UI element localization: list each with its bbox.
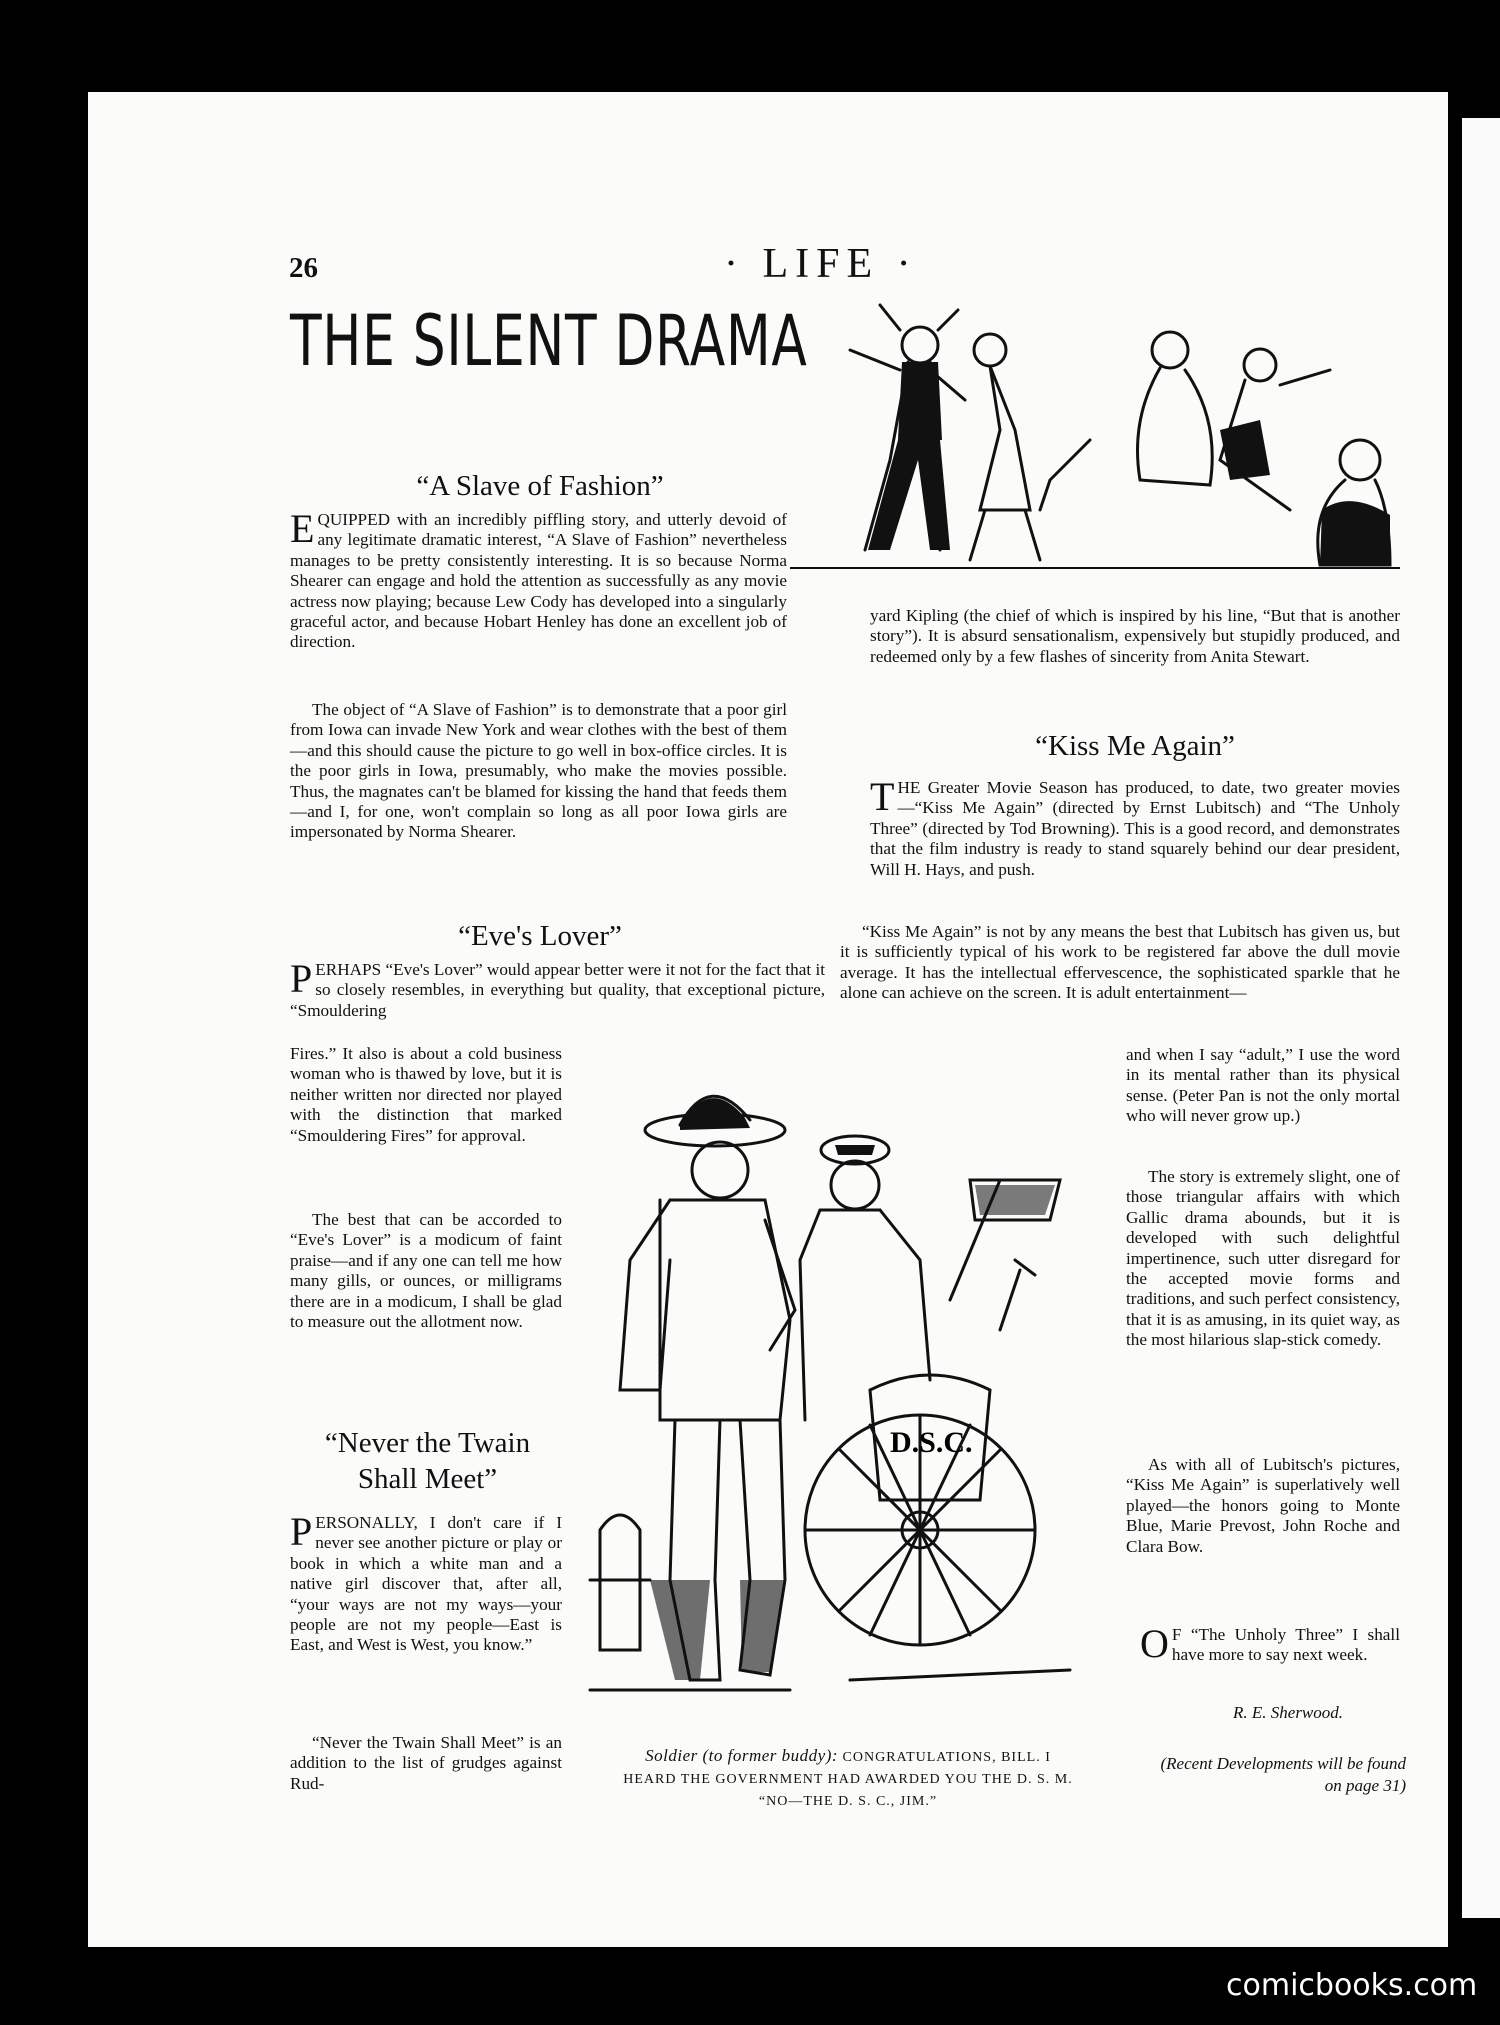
review-kiss-p1: THE Greater Movie Season has produced, to date, two greater movies—“Kiss Me Again” (directed by Ernst Lubitsch) and “The Unholy Three” (directed by Tod Browning). This is a good record, and demonstrates that the film industry is ready to stand squarely behind our dear president, Will H. Hays, and push. [870, 774, 1400, 879]
review-kiss-p2: “Kiss Me Again” is not by any means the best that Lubitsch has given us, but it is sufficiently typical of his work to be registered far above the dull movie average. It has the intellectual effervescence, the sophisticated sparkle that he alone can achieve on the screen. It is adult entertainment— [840, 922, 1400, 1003]
review-heading-eves-lover: “Eve's Lover” [458, 920, 622, 952]
drop-cap: E [290, 506, 315, 551]
review-kiss-p2-column: and when I say “adult,” I use the word in its mental rather than its physical sense. (Peter Pan is not the only mortal who will never grow up.) [1126, 1045, 1400, 1126]
watermark: comicbooks.com [1226, 1968, 1478, 2003]
review-eve-p1-column: Fires.” It also is about a cold business woman who is thawed by love, but it is neither written nor directed nor played with the distinction that marked “Smouldering Fires” for approval. [290, 1044, 562, 1145]
footnote: (Recent Developments will be found on page 31) [1160, 1754, 1406, 1795]
page-number: 26 [289, 252, 318, 284]
facing-page-edge [1462, 118, 1500, 1918]
review-heading-never-the-twain: “Never the Twain Shall Meet” [324, 1427, 531, 1495]
drop-cap: P [290, 956, 313, 1001]
review-twain-p1: PERSONALLY, I don't care if I never see another picture or play or book in which a white man and a native girl discover that, after all, “your ways are not my ways—your people are not my people—East is East, and West is West, you know.” [290, 1509, 562, 1655]
drop-cap: T [870, 774, 895, 819]
header-illustration [790, 310, 1400, 580]
review-eve-p1-top: PERHAPS “Eve's Lover” would appear better were it not for the fact that it so closely resembles, in everything but quality, that exceptional picture, “Smouldering [290, 956, 825, 1020]
caption-speaker: Soldier (to former buddy): [645, 1746, 839, 1765]
drop-cap: P [290, 1509, 313, 1554]
cart-label: D.S.C. [890, 1426, 973, 1459]
drop-cap: O [1140, 1621, 1169, 1666]
cartoon-caption: Soldier (to former buddy): CONGRATULATIONS, BILL. I HEARD THE GOVERNMENT HAD AWARDED YOU THE D. S. M. “NO—THE D. S. C., JIM.” [623, 1746, 1073, 1809]
review-twain-p2: “Never the Twain Shall Meet” is an addition to the list of grudges against Rud- [290, 1733, 562, 1793]
review-heading-slave-of-fashion: “A Slave of Fashion” [416, 470, 664, 502]
cartoon-illustration [590, 1060, 1110, 1730]
review-heading-kiss-me-again: “Kiss Me Again” [1035, 730, 1235, 762]
review-twain-continued: yard Kipling (the chief of which is inspired by his line, “But that is another story”). It is absurd sensationalism, expensively but stupidly produced, and redeemed only by a few flashes of sincerity from Anita Stewart. [870, 606, 1400, 666]
review-kiss-p4: As with all of Lubitsch's pictures, “Kiss Me Again” is superlatively well played—the honors going to Monte Blue, Marie Prevost, John Roche and Clara Bow. [1126, 1455, 1400, 1556]
review-kiss-p3: The story is extremely slight, one of those triangular affairs with which Gallic drama abounds, but it is developed with such delightful impertinence, such utter disregard for the accepted movie forms and traditions, and such perfect consistency, that it is as amusing, in its quiet way, as the most hilarious slap-stick comedy. [1126, 1167, 1400, 1350]
review-unholy-three: O F “The Unholy Three” I shall have more to say next week. [1140, 1621, 1400, 1666]
author-signature: R. E. Sherwood. [1233, 1703, 1344, 1722]
page-title: THE SILENT DRAMA [290, 300, 808, 382]
review-slave-p1: EQUIPPED with an incredibly piffling story, and utterly devoid of any legitimate dramatic interest, “A Slave of Fashion” nevertheless manages to be pretty consistently interesting. It is so because Norma Shearer can engage and hold the attention as successfully as any movie actress now playing; because Lew Cody has developed into a singularly graceful actor, and because Hobart Henley has done an excellent job of direction. [290, 506, 787, 652]
review-eve-p2: The best that can be accorded to “Eve's Lover” is a modicum of faint praise—and if any one can tell me how many gills, or ounces, or milligrams there are in a modicum, I shall be glad to measure out the allotment now. [290, 1210, 562, 1332]
masthead: · LIFE · [724, 241, 918, 287]
review-slave-p2: The object of “A Slave of Fashion” is to demonstrate that a poor girl from Iowa can invade New York and wear clothes with the best of them—and this should cause the picture to go well in box-office circles. It is the poor girls in Iowa, presumably, who make the movies possible. Thus, the magnates can't be blamed for kissing the hand that feeds them—and I, for one, won't complain so long as all poor Iowa girls are impersonated by Norma Shearer. [290, 700, 787, 842]
